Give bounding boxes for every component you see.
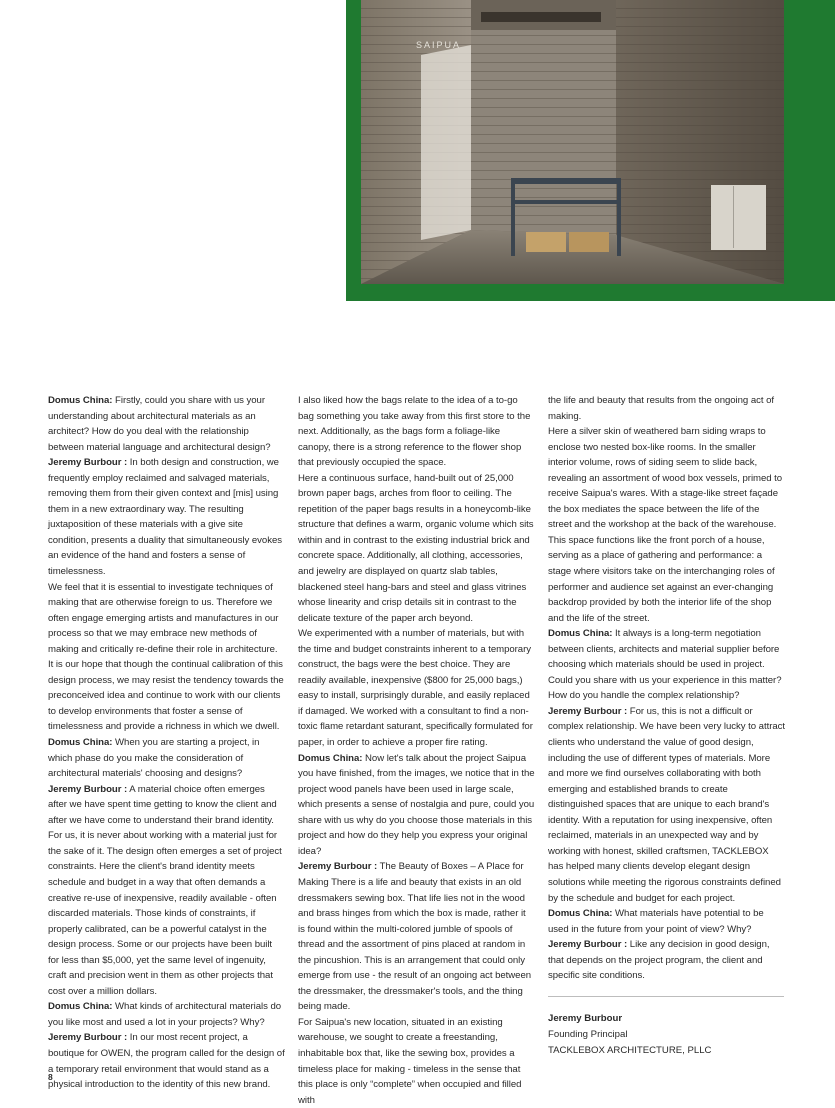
speaker-label: Domus China: xyxy=(298,752,363,764)
speaker-label: Jeremy Burbour : xyxy=(48,783,128,795)
signature-divider xyxy=(548,996,784,997)
paragraph-text: We experimented with a number of materials, but with the time and budget constraints inherent to a temporary construct, the bags were the best choice. They are readily available, inexpensive ($800 for 25,000 bags,) easy to install, surprisingly durable, and easily replaced if damaged. We worked with a consultant to find a non-toxic flame retardant saturant, specifically formulated for paper, in order to achieve a proper fire rating. xyxy=(298,628,533,749)
speaker-label: Jeremy Burbour : xyxy=(548,705,628,717)
paragraph-text: I also liked how the bags relate to the idea of a to-go bag something you take away from this first store to the next. Additionally, as the bags form a foliage-like canopy, there is a strong reference to the flower shop that previously occupied the space. xyxy=(298,395,531,469)
speaker-label: Domus China: xyxy=(548,908,613,920)
signature-title: Founding Principal xyxy=(548,1029,628,1040)
text-column-1 xyxy=(48,393,285,1093)
paragraph xyxy=(298,751,535,860)
paragraph-text: A material choice often emerges after we have spent time getting to know the client and after we have come to understand their brand identity. For us, it is never about working with a material just for the sake of it. The design often emerges a set of project constraints. Here the client's brand identity meets schedule and budget in a way that often demands a creative re-use of inexpensive, readily available - often discarded materials. Those kinds of constraints, if properly calibrated, can be a powerful catalyst in the design process. Some or our projects have been built for less than $5,000, yet the same level of ingenuity, craft and precision went in them as other projects that cost over a million dollars. xyxy=(48,783,282,997)
paragraph xyxy=(298,393,535,471)
saipua-sign: SAIPUA xyxy=(416,40,462,50)
paragraph xyxy=(48,657,285,735)
paragraph xyxy=(48,782,285,1000)
paragraph xyxy=(48,393,285,455)
paragraph-text: Here a silver skin of weathered barn siding wraps to enclose two nested box-like rooms. In the smaller interior volume, rows of siding seem to slide back, revealing an assortment of wood box vessels, primed to receive Saipua's wares. With a stage-like street façade the box mediates the space between the life of the street and the workshop at the back of the warehouse. xyxy=(548,426,783,531)
text-column-2 xyxy=(298,393,535,1108)
paragraph-text: What materials have potential to be used in the future from your point of view? Why? xyxy=(548,908,764,935)
page-number: 8 xyxy=(48,1072,53,1082)
paragraph xyxy=(548,393,785,424)
paragraph xyxy=(548,704,785,906)
text-column-3 xyxy=(548,393,785,984)
speaker-label: Domus China: xyxy=(48,395,113,406)
paragraph-text: When you are starting a project, in which phase do you make the consideration of architectural materials' choosing and designs? xyxy=(48,737,260,780)
interior-photo xyxy=(361,0,784,284)
paragraph-text: We feel that it is essential to investigate techniques of making that are otherwise foreign to us. Therefore we often engage emerging artists and manufactures in our process so that we may embrace new methods of making and critically re-define their role in architecture. xyxy=(48,581,279,655)
speaker-label: Domus China: xyxy=(48,737,113,749)
paragraph xyxy=(48,1030,285,1092)
paragraph xyxy=(298,1015,535,1108)
speaker-label: Jeremy Burbour : xyxy=(298,861,378,873)
paragraph-text: The Beauty of Boxes – A Place for Making There is a life and beauty that exists in an old dressmakers sewing box. That life lies not in the wood and brass hinges from which the box is made, rather it is found within the multi-colored jumble of spools of thread and the assortment of pins placed at random in the pincushion. This is an arrangement that could only emerge from use - the result of an ongoing act between the dressmaker, the dressmaker's tools, and the thing being made. xyxy=(298,861,532,1013)
paragraph xyxy=(548,626,785,704)
paragraph-text: the life and beauty that results from the ongoing act of making. xyxy=(548,395,774,422)
paragraph-text: In both design and construction, we frequently employ reclaimed and salvaged materials, removing them from their given context and [mis] using them in a new extraordinary way. The resulting juxtaposition of these materials with a give site condition, presents a duality that simultaneously evokes an evidence of the hand and fosters a sense of timelessness. xyxy=(48,457,282,578)
paragraph-text: What kinds of architectural materials do you like most and used a lot in your projects? Why? xyxy=(48,1001,282,1028)
paragraph xyxy=(48,735,285,782)
paragraph xyxy=(548,937,785,984)
paragraph-text: In our most recent project, a boutique for OWEN, the program called for the design of a temporary retail environment that would stand as a physical introduction to the identity of this new brand. xyxy=(48,1032,285,1091)
paragraph xyxy=(548,533,785,626)
speaker-label: Domus China: xyxy=(548,628,613,640)
paragraph xyxy=(298,859,535,1014)
paragraph xyxy=(48,580,285,658)
speaker-label: Jeremy Burbour : xyxy=(48,457,128,469)
signature-firm: TACKLEBOX ARCHITECTURE, PLLC xyxy=(548,1045,712,1056)
paragraph-text: Here a continuous surface, hand-built out of 25,000 brown paper bags, arches from floor to ceiling. The repetition of the paper bags results in a honeycomb-like structure that defines a warm, organic volume which sits within and in contrast to the existing industrial brick and concrete space. Additionally, all clothing, accessories, and jewelry are displayed on quartz slab tables, blackened steel hang-bars and steel and glass vitrines whose linearity and crisp details sit in contrast to the delicate texture of the paper arch beyond. xyxy=(298,472,534,624)
paragraph xyxy=(548,906,785,937)
paragraph-text: It is our hope that though the continual calibration of this design process, we may resist the tendency towards the preconceived idea and continue to work with our clients to develop environments that foster a sense of timelessness and provide a richness in which we dwell. xyxy=(48,659,284,733)
speaker-label: Domus China: xyxy=(48,1001,113,1013)
speaker-label: Jeremy Burbour : xyxy=(548,939,628,951)
paragraph-text: It always is a long-term negotiation between clients, architects and material supplier before choosing which materials should be used in project. Could you share with us your experience in this matter? How do you handle the complex relationship? xyxy=(548,628,782,702)
paragraph xyxy=(48,455,285,579)
paragraph-text: Like any decision in good design, that depends on the project program, the client and specific site conditions. xyxy=(548,939,770,982)
signature-block xyxy=(548,1011,784,1059)
paragraph xyxy=(298,471,535,626)
signature-name: Jeremy Burbour xyxy=(548,1013,623,1024)
paragraph-text: For us, this is not a difficult or complex relationship. We have been very lucky to attract clients who understand the value of good design, including the use of different types of materials. More and more we find ourselves collaborating with both emerging and established brands to create distinguished spaces that are unique to each brand's identity. With a reputation for using inexpensive, often reclaimed, materials in an unexpected way and by working with honest, skilled craftsmen, TACKLEBOX has helped many clients develop elegant design solutions while meeting the rigorous constraints defined by the schedule and budget for each project. xyxy=(548,705,785,904)
paragraph-text: This space functions like the front porch of a house, serving as a place of gathering and performance: a stage where visitors take on the interchanging roles of performer and audience set against an ever-changing backdrop provided by both the interior life of the shop and the life of the street. xyxy=(548,534,775,624)
paragraph-text: Now let's talk about the project Saipua you have finished, from the images, we notice that in the project wood panels have been used in large scale, which presents a sense of nostalgia and pure, could you share with us why do you choose those materials in this project and how do they help you express your original idea? xyxy=(298,752,535,857)
paragraph xyxy=(48,999,285,1030)
paragraph-text: For Saipua's new location, situated in an existing warehouse, we sought to create a freestanding, inhabitable box that, like the sewing box, provides a timeless place for making - timeless in the sense that this place is only “complete” when occupied and filled with xyxy=(298,1016,522,1106)
paragraph xyxy=(548,424,785,533)
paragraph xyxy=(298,626,535,750)
speaker-label: Jeremy Burbour : xyxy=(48,1032,128,1044)
paragraph-text: Firstly, could you share with us your understanding about architectural materials as an architect? How do you deal with the relationship between material language and architectural design? xyxy=(48,395,271,453)
